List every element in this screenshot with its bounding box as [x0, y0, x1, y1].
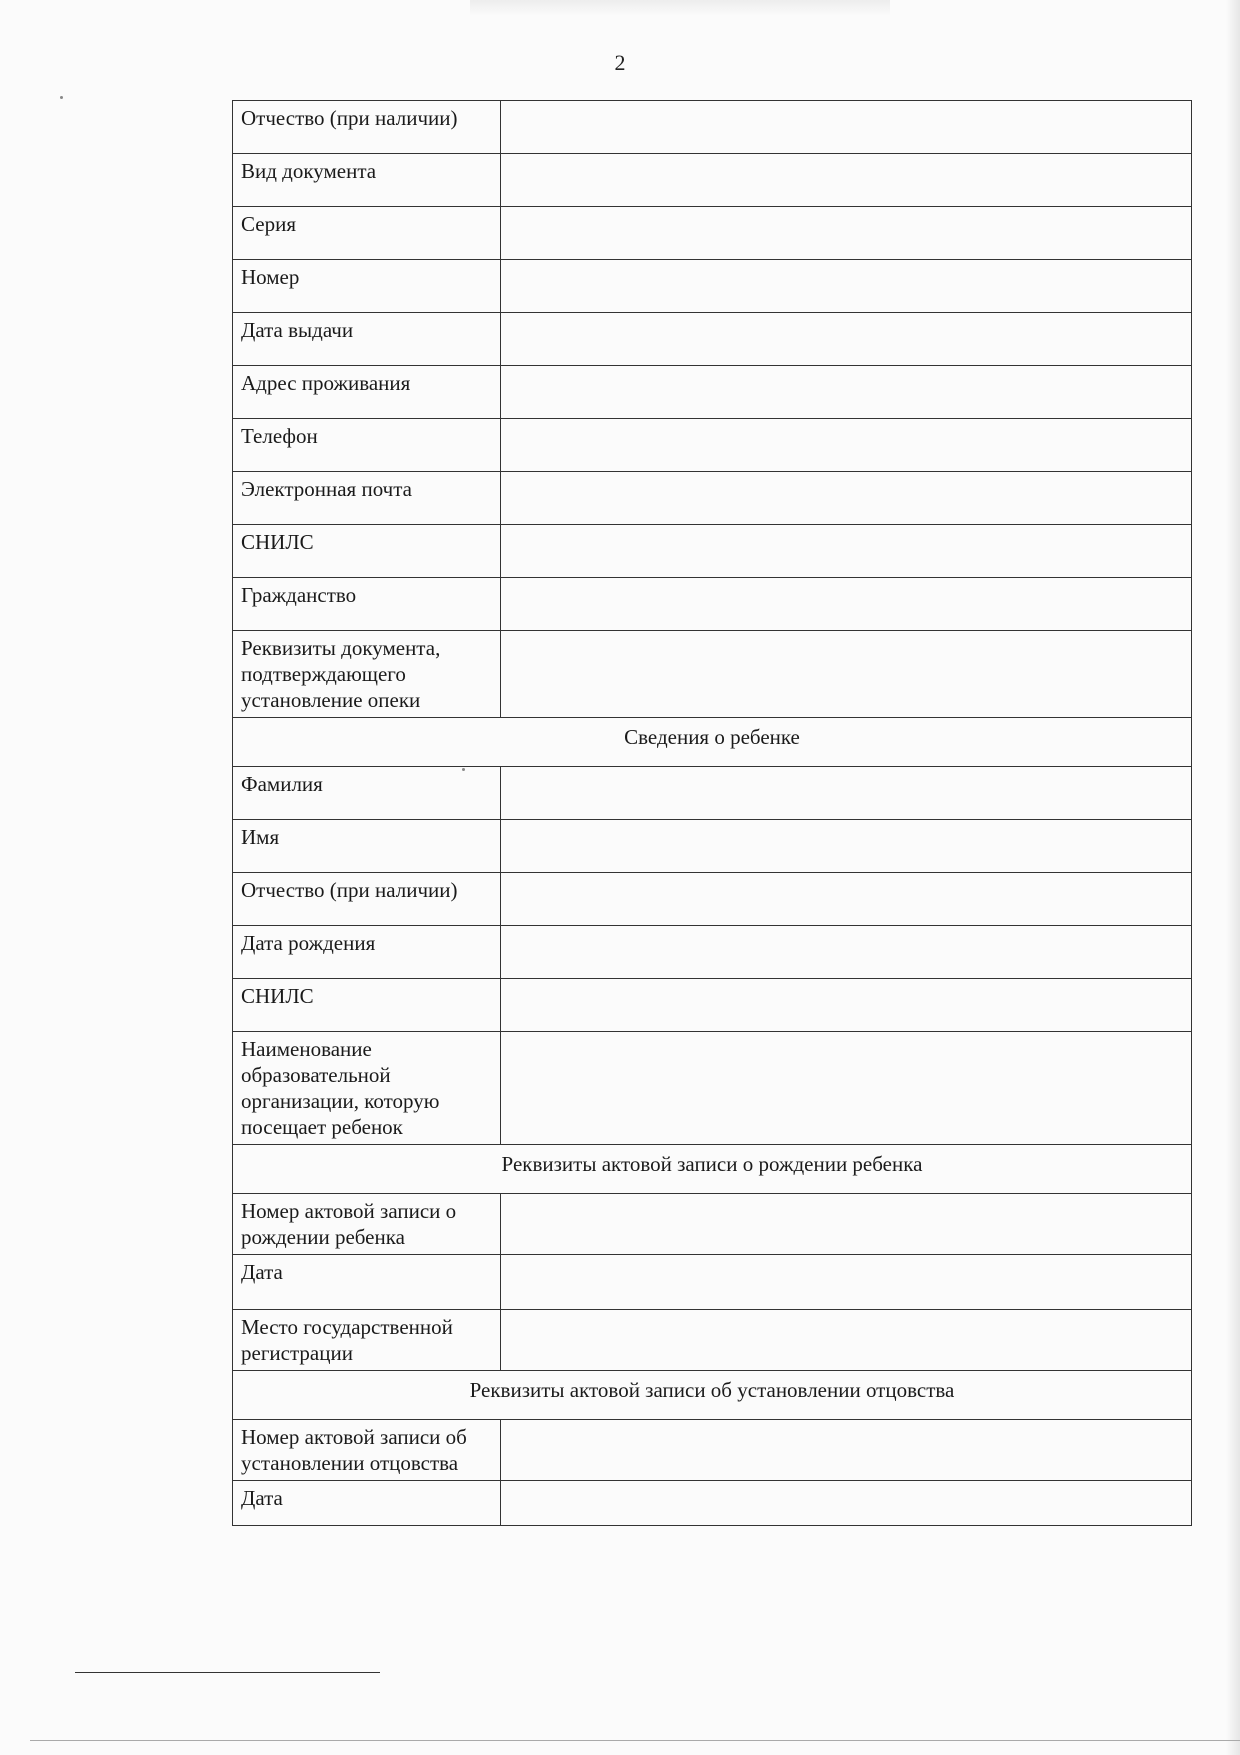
field-label: Наименование образовательной организации, которую посещает ребенок	[233, 1032, 501, 1145]
field-label: Номер актовой записи об установлении отцовства	[233, 1420, 501, 1481]
field-value-cell[interactable]	[501, 154, 1192, 207]
field-label: Серия	[233, 207, 501, 260]
form-row	[233, 1310, 1192, 1371]
form-row	[233, 207, 1192, 260]
form-row	[233, 260, 1192, 313]
field-value-cell[interactable]	[501, 101, 1192, 154]
field-label: Электронная почта	[233, 472, 501, 525]
scan-smudge	[470, 0, 890, 16]
form-row	[233, 631, 1192, 718]
form-row	[233, 767, 1192, 820]
form-row	[233, 820, 1192, 873]
field-value-cell[interactable]	[501, 979, 1192, 1032]
page-number: 2	[614, 50, 626, 75]
section-title-paternity-record: Реквизиты актовой записи об установлении отцовства	[233, 1371, 1192, 1420]
field-value-cell[interactable]	[501, 926, 1192, 979]
field-label: Дата выдачи	[233, 313, 501, 366]
form-row	[233, 101, 1192, 154]
form-row	[233, 313, 1192, 366]
field-label: СНИЛС	[233, 979, 501, 1032]
field-value-cell[interactable]	[501, 1481, 1192, 1526]
field-label: Отчество (при наличии)	[233, 101, 501, 154]
field-label: Гражданство	[233, 578, 501, 631]
scan-speck	[60, 96, 63, 99]
section-title-child: Сведения о ребенке	[233, 718, 1192, 767]
field-label: Место государственной регистрации	[233, 1310, 501, 1371]
form-row	[233, 419, 1192, 472]
scan-bottom-line	[30, 1740, 1240, 1741]
field-label: Реквизиты документа, подтверждающего установление опеки	[233, 631, 501, 718]
form-row	[233, 873, 1192, 926]
field-value-cell[interactable]	[501, 419, 1192, 472]
field-value-cell[interactable]	[501, 1310, 1192, 1371]
form-row	[233, 366, 1192, 419]
field-label: Имя	[233, 820, 501, 873]
field-label: Дата рождения	[233, 926, 501, 979]
form-row	[233, 1194, 1192, 1255]
section-title-birth-record: Реквизиты актовой записи о рождении ребенка	[233, 1145, 1192, 1194]
field-label: Отчество (при наличии)	[233, 873, 501, 926]
scan-speck	[462, 768, 465, 771]
scan-edge-shadow	[1226, 0, 1240, 1755]
field-label: СНИЛС	[233, 525, 501, 578]
form-row	[233, 525, 1192, 578]
field-label: Телефон	[233, 419, 501, 472]
field-label: Дата	[233, 1255, 501, 1310]
field-value-cell[interactable]	[501, 1032, 1192, 1145]
field-value-cell[interactable]	[501, 260, 1192, 313]
form-row	[233, 1255, 1192, 1310]
field-value-cell[interactable]	[501, 1255, 1192, 1310]
footnote-separator	[75, 1672, 380, 1673]
form-row	[233, 1481, 1192, 1526]
section-header-row	[233, 718, 1192, 767]
field-value-cell[interactable]	[501, 207, 1192, 260]
form-row	[233, 926, 1192, 979]
field-value-cell[interactable]	[501, 873, 1192, 926]
field-label: Вид документа	[233, 154, 501, 207]
field-value-cell[interactable]	[501, 472, 1192, 525]
field-label: Номер актовой записи о рождении ребенка	[233, 1194, 501, 1255]
field-value-cell[interactable]	[501, 631, 1192, 718]
field-label: Адрес проживания	[233, 366, 501, 419]
form-row	[233, 1032, 1192, 1145]
field-label: Фамилия	[233, 767, 501, 820]
field-value-cell[interactable]	[501, 578, 1192, 631]
field-label: Номер	[233, 260, 501, 313]
field-value-cell[interactable]	[501, 1194, 1192, 1255]
field-value-cell[interactable]	[501, 820, 1192, 873]
form-table	[232, 100, 1192, 1526]
form-row	[233, 979, 1192, 1032]
field-value-cell[interactable]	[501, 1420, 1192, 1481]
field-value-cell[interactable]	[501, 525, 1192, 578]
field-value-cell[interactable]	[501, 366, 1192, 419]
form-row	[233, 154, 1192, 207]
field-label: Дата	[233, 1481, 501, 1526]
form-row	[233, 1420, 1192, 1481]
form-row	[233, 578, 1192, 631]
field-value-cell[interactable]	[501, 767, 1192, 820]
form-row	[233, 472, 1192, 525]
section-header-row	[233, 1145, 1192, 1194]
field-value-cell[interactable]	[501, 313, 1192, 366]
section-header-row	[233, 1371, 1192, 1420]
